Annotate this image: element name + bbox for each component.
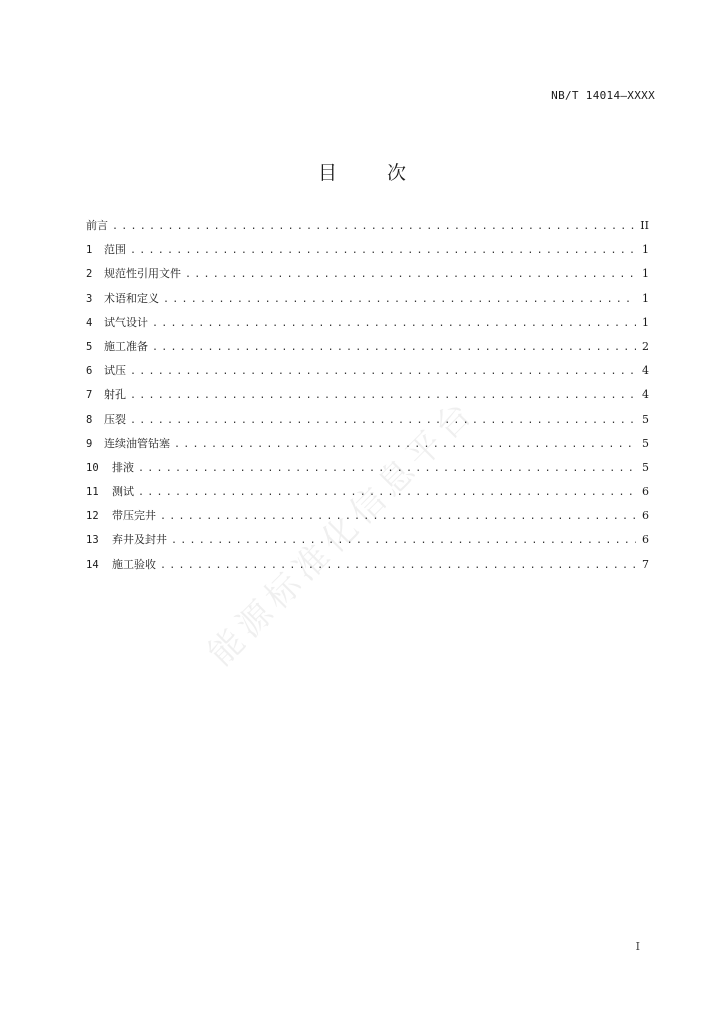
toc-entry-page: 6: [642, 509, 649, 523]
toc-entry-number: 5: [86, 340, 93, 353]
toc-entry-label: 带压完井: [112, 509, 156, 523]
toc-entry-page: II: [640, 219, 649, 232]
toc-entry-label: 术语和定义: [104, 291, 159, 305]
page-title: 目 次: [317, 162, 429, 184]
toc-entry[interactable]: [86, 314, 649, 338]
toc-entry-page: 4: [642, 364, 649, 378]
toc-entry-number: 14: [86, 558, 99, 571]
toc-entry-number: 1: [86, 244, 93, 257]
toc-leader-dots: [138, 487, 636, 498]
toc-entry-label: 施工准备: [104, 339, 148, 353]
toc-leader-dots: [138, 463, 636, 474]
toc-leader-dots: [163, 294, 636, 305]
toc-entry[interactable]: [86, 386, 649, 410]
toc-entry[interactable]: [86, 507, 649, 531]
toc-entry-page: 5: [642, 412, 649, 426]
watermark: 能源标准化信息平台: [200, 391, 484, 674]
toc-entry-label: 施工验收: [112, 557, 156, 571]
toc-entry-number: 9: [86, 437, 93, 450]
toc-entry[interactable]: [86, 338, 649, 362]
footer-page-number: I: [635, 940, 640, 953]
toc-entry-number: 6: [86, 365, 93, 378]
standard-code: NB/T 14014—XXXX: [551, 89, 655, 102]
toc-entry-number: 3: [86, 292, 93, 305]
toc-entry-label: 压裂: [104, 412, 126, 426]
toc-leader-dots: [130, 390, 636, 401]
toc-entry[interactable]: [86, 362, 649, 386]
toc-entry[interactable]: [86, 411, 649, 435]
toc-entry-page: 1: [642, 291, 649, 305]
toc-entry-label: 测试: [112, 485, 134, 499]
toc-entry-label: 射孔: [104, 388, 126, 402]
toc-entry-number: 4: [86, 316, 93, 329]
toc-entry-number: 11: [86, 486, 99, 499]
toc-entry-label: 试气设计: [104, 315, 148, 329]
toc-entry-number: 2: [86, 268, 93, 281]
toc-leader-dots: [160, 560, 636, 571]
toc-entry-number: 10: [86, 461, 99, 474]
toc-entry-page: 1: [642, 267, 649, 281]
toc-entry-label: 前言: [86, 219, 108, 232]
toc-entry-label: 规范性引用文件: [104, 267, 181, 281]
toc-leader-dots: [130, 415, 636, 426]
toc-leader-dots: [130, 245, 636, 256]
toc-entry[interactable]: [86, 435, 649, 459]
toc-entry-label: 连续油管钻塞: [104, 436, 170, 450]
toc-leader-dots: [112, 221, 634, 232]
toc-entry-label: 试压: [104, 364, 126, 378]
toc-entry-page: 6: [642, 533, 649, 547]
toc-entry-number: 13: [86, 534, 99, 547]
toc-entry[interactable]: [86, 459, 649, 483]
toc-entry-label: 排液: [112, 460, 134, 474]
toc-entry-page: 6: [642, 485, 649, 499]
toc-entry-page: 2: [642, 339, 649, 353]
toc-entry-page: 1: [642, 243, 649, 257]
toc-entry-number: 8: [86, 413, 93, 426]
toc-entry[interactable]: [86, 556, 649, 580]
toc-leader-dots: [160, 511, 636, 522]
toc-entry[interactable]: [86, 290, 649, 314]
table-of-contents: [86, 217, 649, 580]
toc-entry[interactable]: [86, 483, 649, 507]
toc-entry-number: 12: [86, 510, 99, 523]
toc-entry[interactable]: [86, 241, 649, 265]
toc-entry-label: 范围: [104, 243, 126, 257]
toc-entry[interactable]: [86, 531, 649, 555]
toc-entry-page: 5: [642, 460, 649, 474]
toc-entry-number: 7: [86, 389, 93, 402]
toc-entry-label: 弃井及封井: [112, 533, 167, 547]
toc-leader-dots: [171, 535, 636, 546]
toc-entry[interactable]: [86, 265, 649, 289]
toc-entry-page: 7: [642, 557, 649, 571]
toc-entry-page: 4: [642, 388, 649, 402]
toc-entry[interactable]: [86, 217, 649, 241]
toc-leader-dots: [185, 269, 636, 280]
toc-leader-dots: [130, 366, 636, 377]
toc-entry-page: 1: [642, 315, 649, 329]
toc-entry-page: 5: [642, 436, 649, 450]
toc-leader-dots: [174, 439, 636, 450]
toc-leader-dots: [152, 318, 636, 329]
toc-leader-dots: [152, 342, 636, 353]
